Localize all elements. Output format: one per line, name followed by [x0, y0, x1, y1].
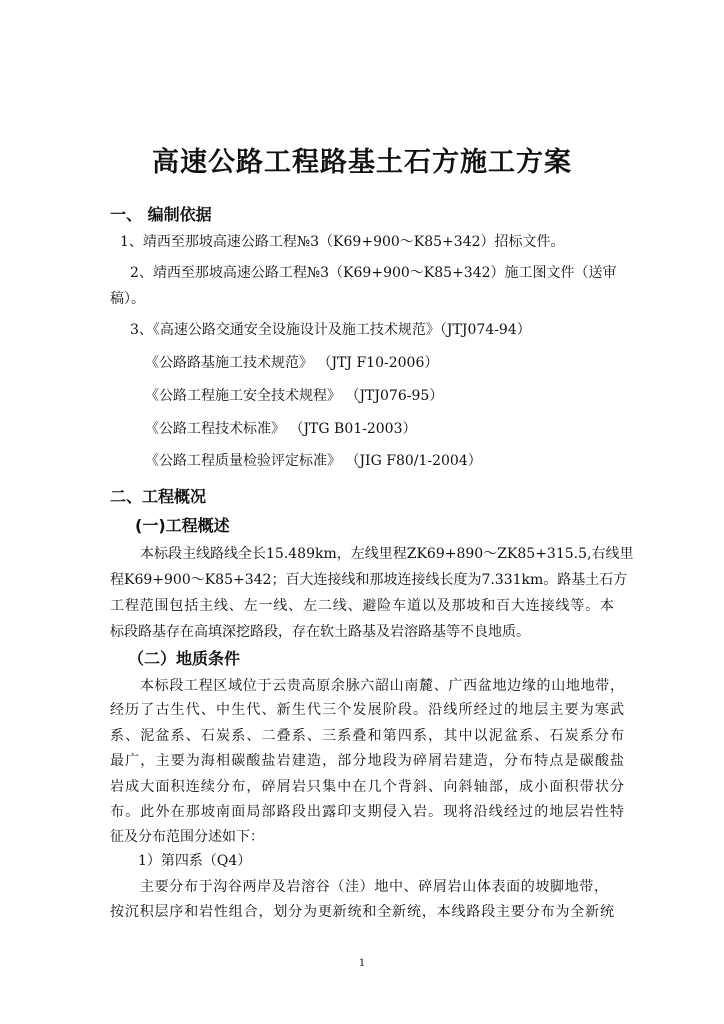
- basis-item-2-line-2: 稿）。: [110, 291, 145, 307]
- basis-item-2-line-1: 2、靖西至那坡高速公路工程№3（K69+900～K85+342）施工图文件（送审: [130, 265, 617, 281]
- page-number: 1: [358, 958, 366, 969]
- spec-item: 《公路路基施工技术规范》 （JTJ F10-2006）: [145, 355, 439, 371]
- overview-line: 程K69+900～K85+342；百大连接线和那坡连接线长度为7.331km。路基土石方: [110, 572, 628, 588]
- quaternary-line: 主要分布于沟谷两岸及岩溶谷（洼）地中、碎屑岩山体表面的坡脚地带，: [140, 879, 608, 895]
- document-title: 高速公路工程路基土石方施工方案: [152, 147, 572, 178]
- spec-item: 《公路工程技术标准》 （JTG B01-2003）: [145, 421, 417, 437]
- basis-item-1: 1、靖西至那坡高速公路工程№3（K69+900～K85+342）招标文件。: [120, 234, 565, 250]
- spec-item: 《公路工程施工安全技术规程》 （JTJ076-95）: [145, 388, 444, 404]
- geology-line: 征及分布范围分述如下：: [110, 829, 264, 845]
- geology-line: 最广，主要为海相碳酸盐岩建造，部分地段为碎屑岩建造，分布特点是碳酸盐: [110, 753, 624, 769]
- quaternary-item: 1）第四系（Q4）: [138, 853, 252, 869]
- geology-line: 系、泥盆系、石炭系、二叠系、三系叠和第四系，其中以泥盆系、石炭系分布: [110, 728, 624, 744]
- geology-line: 本标段工程区域位于云贵高原余脉六韶山南麓、广西盆地边缘的山地地带，: [140, 678, 624, 694]
- overview-line: 标段路基存在高填深挖路段，存在软土路基及岩溶路基等不良地质。: [110, 624, 530, 640]
- overview-line: 本标段主线路线全长15.489km，左线里程ZK69+890～ZK85+315.5,右线里: [140, 546, 634, 562]
- subsection-geology-heading: （二）地质条件: [128, 649, 241, 668]
- geology-line: 布。此外在那坡南面局部路段出露印支期侵入岩。现将沿线经过的地层岩性特: [110, 804, 624, 820]
- geology-line: 岩成大面积连续分布，碎屑岩只集中在几个背斜、向斜轴部，成小面积带状分: [110, 779, 624, 795]
- spec-item: 《公路工程质量检验评定标准》 （JIG F80/1-2004）: [145, 453, 482, 469]
- section-1-heading: 一、 编制依据: [110, 205, 212, 224]
- overview-line: 工程范围包括主线、左一线、左二线、避险车道以及那坡和百大连接线等。本: [110, 598, 614, 614]
- geology-line: 经历了古生代、中生代、新生代三个发展阶段。沿线所经过的地层主要为寒武: [110, 702, 624, 718]
- subsection-overview-heading: (一)工程概述: [135, 516, 230, 535]
- basis-item-3: 3、《高速公路交通安全设施设计及施工技术规范》（JTJ074-94）: [130, 322, 531, 338]
- section-2-heading: 二、工程概况: [110, 487, 207, 506]
- quaternary-line: 按沉积层序和岩性组合，划分为更新统和全新统，本线路段主要分布为全新统: [110, 904, 614, 920]
